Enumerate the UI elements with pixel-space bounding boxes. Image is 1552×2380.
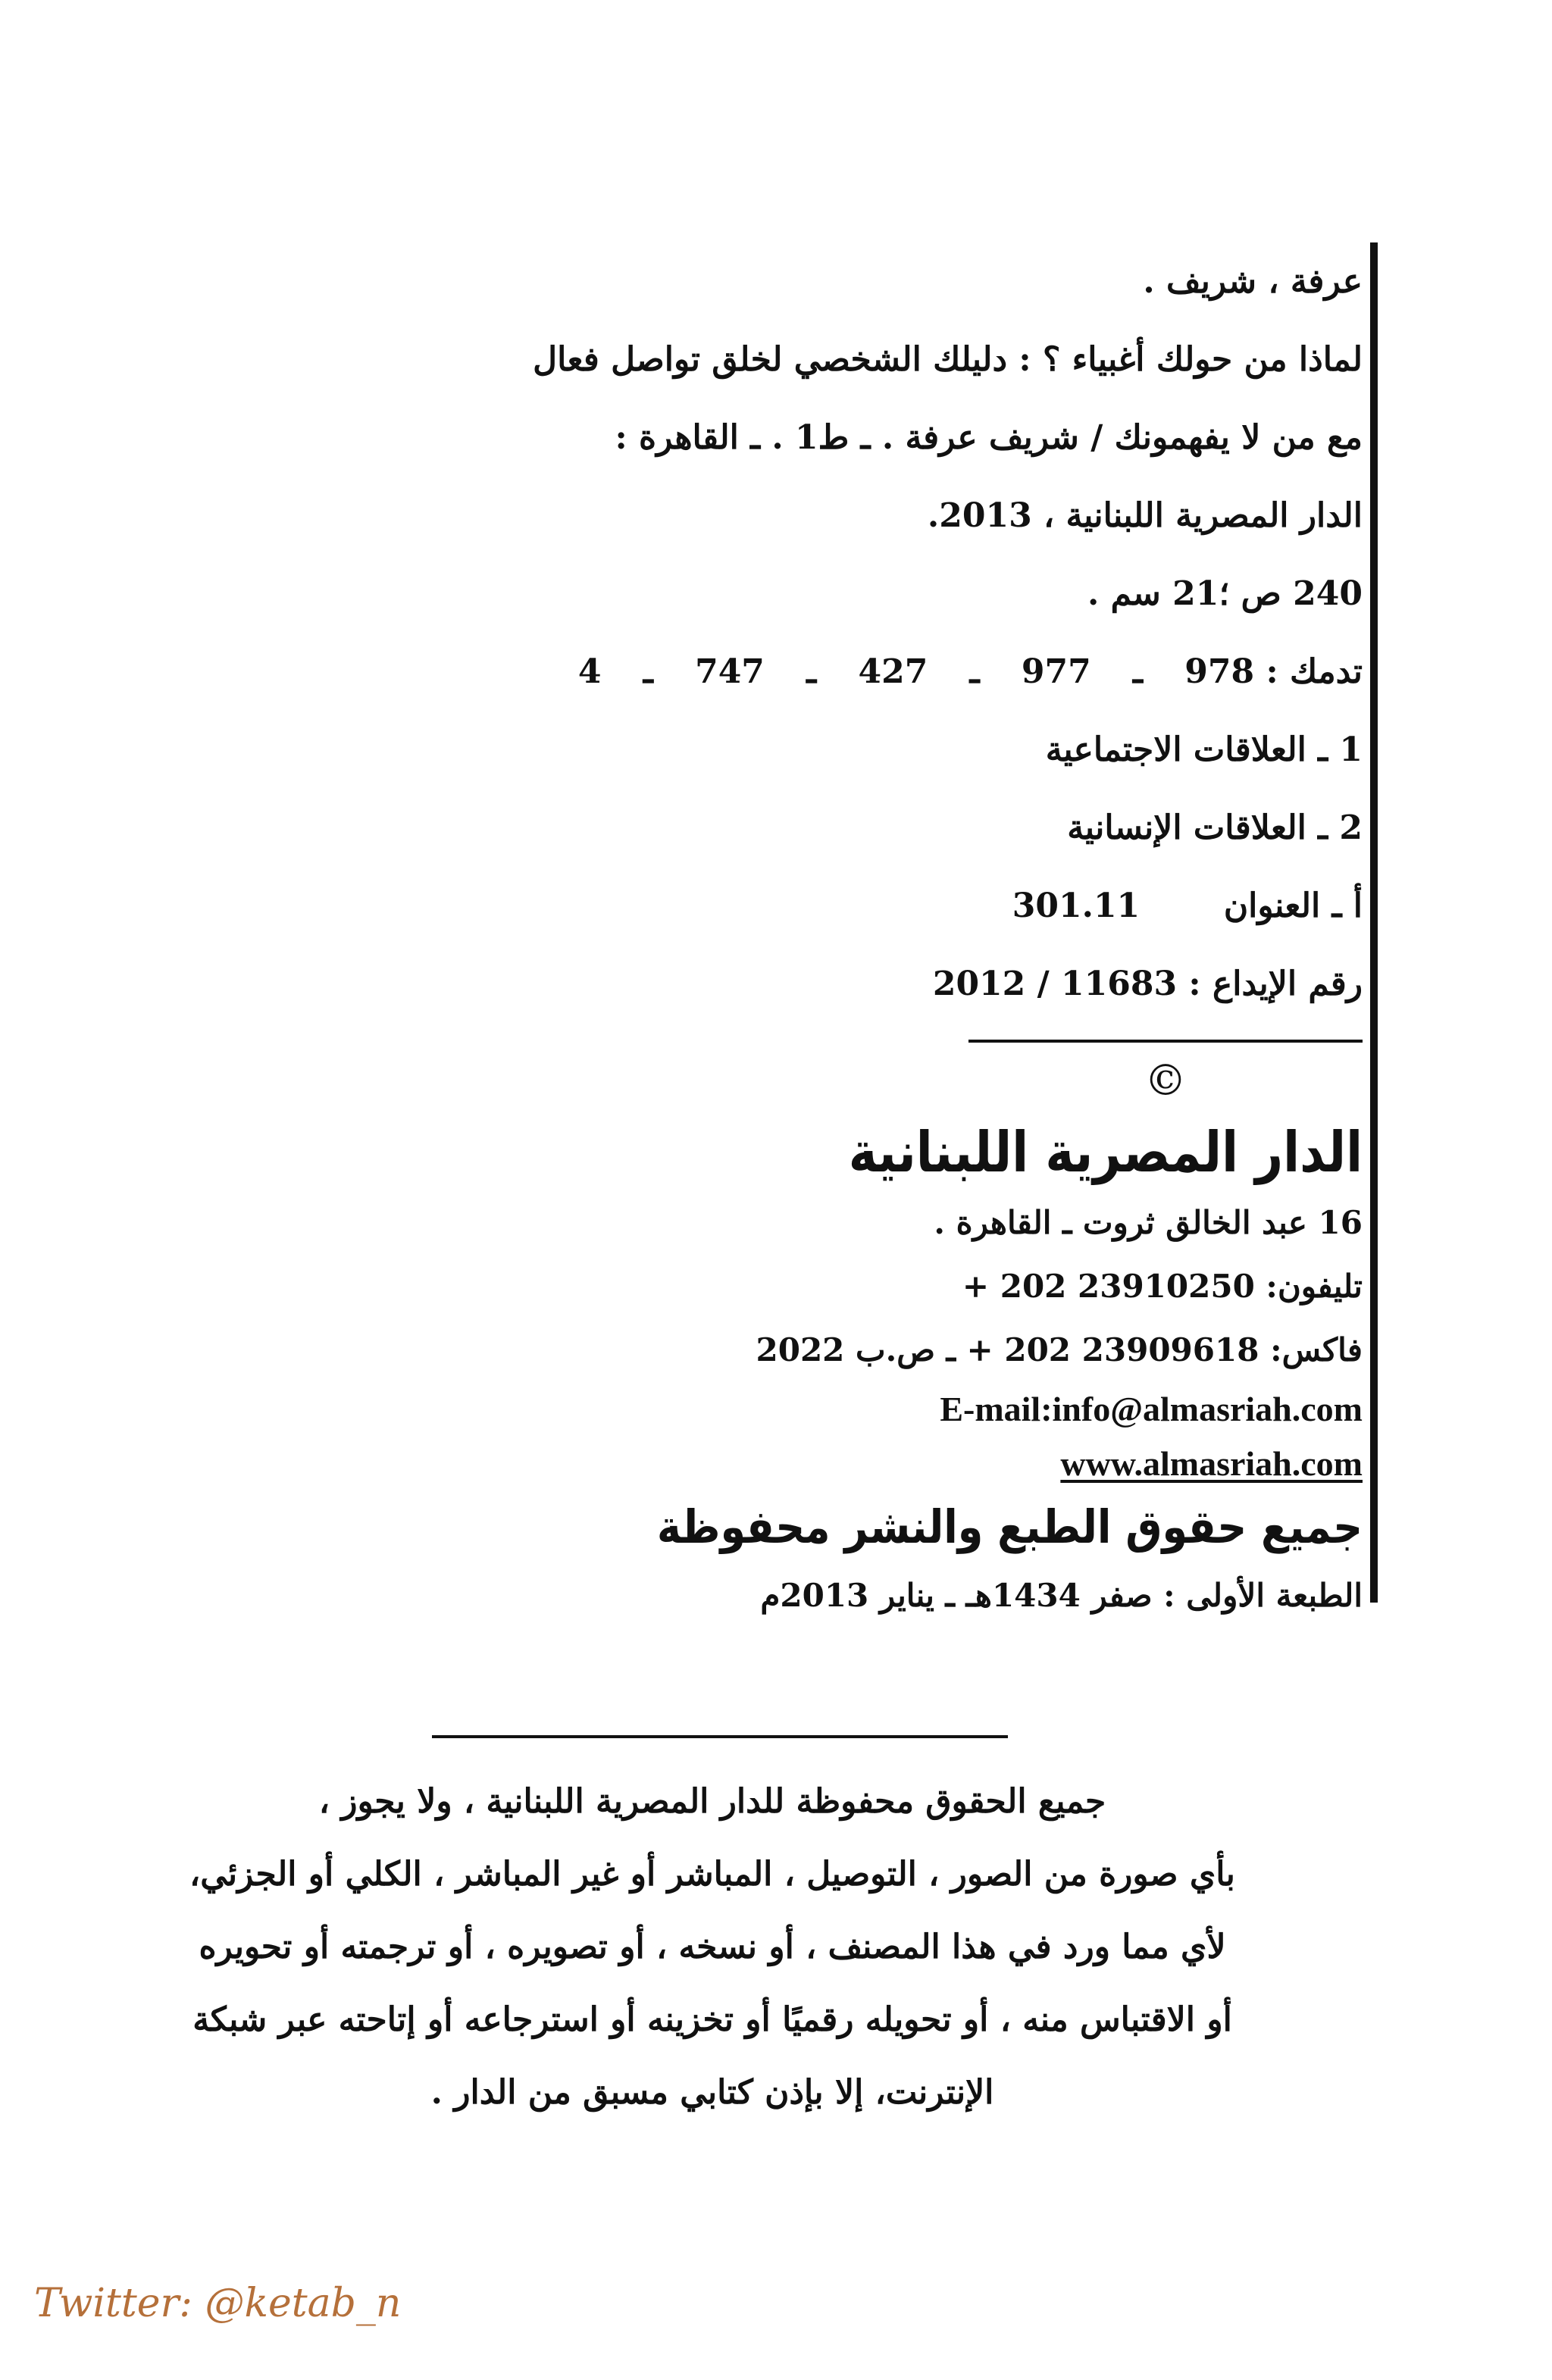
catalog-isbn	[468, 633, 1363, 711]
edition-info: الطبعة الأولى : صفر 1434هـ ـ يناير 2013م	[760, 1577, 1363, 1614]
legal-line: الإنترنت، إلا بإذن كتابي مسبق من الدار .	[430, 2073, 994, 2112]
isbn-value: 978 ـ 977 ـ 427 ـ 747 ـ 4	[577, 652, 1255, 691]
catalog-subject-2: 2 ـ العلاقات الإنسانية	[1067, 808, 1363, 847]
publisher-logo-text: الدار المصرية اللبنانية	[848, 1121, 1363, 1186]
legal-line: أو الاقتباس منه ، أو تحويله رقميًا أو تخزينه أو استرجاعه أو إتاحته عبر شبكة	[192, 2000, 1232, 2039]
twitter-watermark: Twitter: @ketab_n	[34, 2281, 402, 2326]
publisher-email: E-mail:info@almasriah.com	[940, 1390, 1363, 1428]
catalog-publisher-year: الدار المصرية اللبنانية ، 2013.	[927, 496, 1363, 535]
catalog-pages-size: 240 ص ؛21 سم .	[1087, 574, 1363, 613]
title-entry-label: أ ـ العنوان	[1223, 887, 1363, 925]
publisher-website	[468, 1437, 1363, 1491]
publisher-fax: فاكس: 23909618 202 + ـ ص.ب 2022	[756, 1331, 1363, 1368]
catalog-vertical-rule	[1370, 242, 1378, 1603]
catalog-deposit-number: رقم الإيداع : 11683 / 2012	[932, 965, 1363, 1003]
legal-notice	[144, 1765, 1281, 2129]
rights-reserved-text: جميع حقوق الطبع والنشر محفوظة	[656, 1500, 1363, 1554]
legal-line: بأي صورة من الصور ، التوصيل ، المباشر أو غير المباشر ، الكلي أو الجزئي،	[189, 1855, 1235, 1894]
catalog-title-line-1: لماذا من حولك أغبياء ؟ : دليلك الشخصي لخلق تواصل فعال	[533, 340, 1363, 379]
classification-number: 301.11	[1012, 887, 1141, 925]
publisher-phone: تليفون: 23910250 202 +	[962, 1268, 1363, 1305]
catalog-subject-1: 1 ـ العلاقات الاجتماعية	[1045, 730, 1363, 769]
isbn-label: تدمك :	[1266, 652, 1363, 691]
legal-divider	[432, 1735, 1008, 1738]
catalog-title-line-2: مع من لا يفهمونك / شريف عرفة . ـ ط1 . ـ القاهرة :	[615, 418, 1363, 457]
website-text: www.almasriah.com	[1060, 1444, 1363, 1483]
catalog-title-entry	[468, 867, 1363, 945]
catalog-author: عرفة ، شريف .	[1143, 262, 1363, 301]
catalog-divider	[968, 1040, 1363, 1043]
cataloging-block	[468, 242, 1363, 1628]
legal-line: لأي مما ورد في هذا المصنف ، أو نسخه ، أو تصويره ، أو ترجمته أو تحويره	[199, 1928, 1226, 1966]
publisher-address: 16 عبد الخالق ثروت ـ القاهرة .	[934, 1204, 1363, 1241]
legal-line: جميع الحقوق محفوظة للدار المصرية اللبنانية ، ولا يجوز ،	[318, 1782, 1106, 1821]
copyright-symbol: ©	[1144, 1056, 1187, 1106]
